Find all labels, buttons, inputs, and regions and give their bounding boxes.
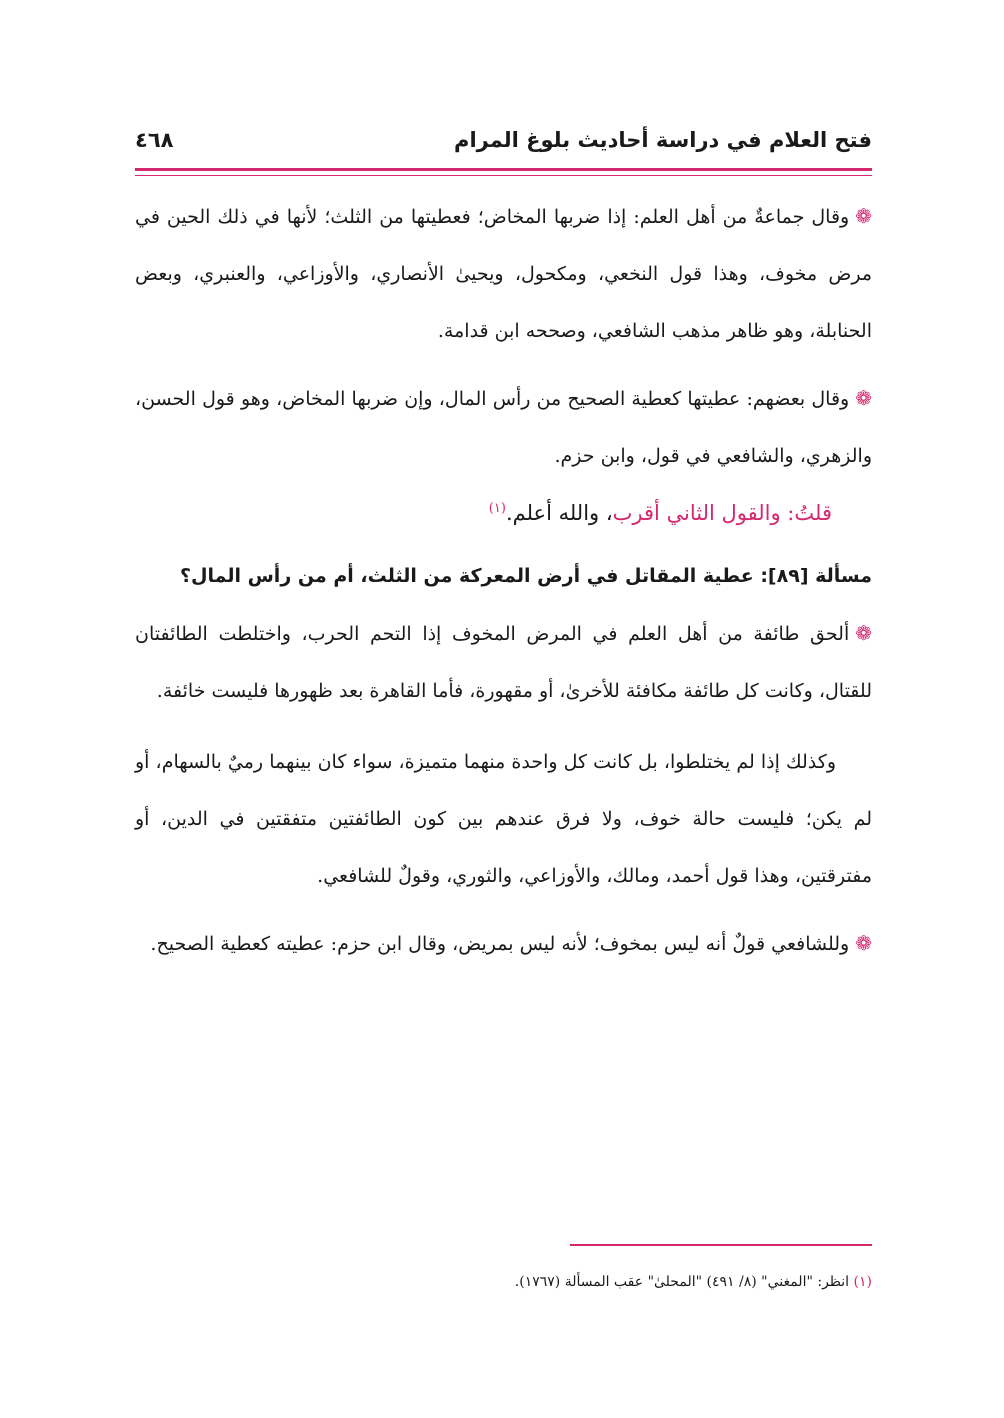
footnote — [132, 1270, 872, 1294]
paragraph-2 — [135, 370, 872, 485]
question-title: عطية المقاتل في أرض المعركة من الثلث، أم من رأس المال؟ — [179, 565, 754, 587]
question-heading — [135, 548, 872, 605]
paragraph-3-text: ألحق طائفة من أهل العلم في المرض المخوف إذا التحم الحرب، واختلطت الطائفتان للقتال، وكانت كل طائفة مكافئة للأخرىٰ، أو مقهورة، فأما القاهرة بعد ظهورها فليست خائفة. — [135, 623, 872, 702]
footnote-number: (١) — [853, 1274, 872, 1290]
running-title: فتح العلام في دراسة أحاديث بلوغ المرام — [454, 128, 872, 152]
paragraph-5-text: وللشافعي قولٌ أنه ليس بمخوف؛ لأنه ليس بمريض، وقال ابن حزم: عطيته كعطية الصحيح. — [150, 933, 850, 955]
footnote-separator — [570, 1244, 872, 1246]
flower-ornament-icon: ❁ — [855, 621, 872, 645]
qult-rest: ، والله أعلم. — [505, 501, 613, 525]
paragraph-3 — [135, 605, 872, 720]
paragraph-2-text: وقال بعضهم: عطيتها كعطية الصحيح من رأس المال، وإن ضربها المخاض، وهو قول الحسن، والزهري، والشافعي في قول، وابن حزم. — [135, 388, 872, 467]
author-opinion — [135, 485, 872, 542]
paragraph-4 — [135, 734, 872, 905]
flower-ornament-icon: ❁ — [855, 204, 872, 228]
header-rule-thick — [135, 168, 872, 171]
paragraph-4-text: وكذلك إذا لم يختلطوا، بل كانت كل واحدة منهما متميزة، سواء كان بينهما رميٌ بالسهام، أو لم يكن؛ فليست حالة خوف، ولا فرق عندهم بين كون الطائفتين متفقتين في الدين، أو مفترقتين، وهذا قول أحمد، ومالك، والأوزاعي، والثوري، وقولٌ للشافعي. — [135, 751, 872, 887]
paragraph-5 — [135, 915, 872, 973]
qult-label: قلتُ: والقول الثاني أقرب — [612, 501, 832, 525]
page-number: ٤٦٨ — [135, 128, 174, 152]
paragraph-1 — [135, 188, 872, 360]
main-text — [135, 188, 872, 973]
page-header — [135, 128, 872, 164]
footnote-text: انظر: "المغني" (٨/ ٤٩١) "المحلىٰ" عقب المسألة (١٧٦٧). — [514, 1274, 850, 1290]
flower-ornament-icon: ❁ — [855, 386, 872, 410]
question-label: مسألة [٨٩]: — [760, 565, 872, 587]
header-rule-thin — [135, 175, 872, 176]
flower-ornament-icon: ❁ — [855, 931, 872, 955]
paragraph-1-text: وقال جماعةٌ من أهل العلم: إذا ضربها المخاض؛ فعطيتها من الثلث؛ لأنها في ذلك الحين في مرض مخوف، وهذا قول النخعي، ومكحول، ويحيىٰ الأنصاري، والأوزاعي، والعنبري، وبعض الحنابلة، وهو ظاهر مذهب الشافعي، وصححه ابن قدامة. — [135, 206, 872, 342]
footnote-ref[interactable]: (١) — [488, 501, 506, 516]
